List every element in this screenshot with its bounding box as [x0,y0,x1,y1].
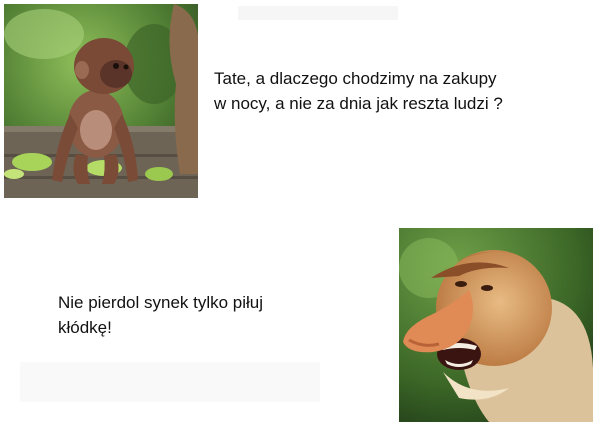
bottom-caption-line-2: kłódkę! [58,318,112,337]
background-artifact [20,362,320,402]
bottom-caption-line-1: Nie pierdol synek tylko piłuj [58,293,264,312]
proboscis-monkey-photo [399,228,593,422]
baby-monkey-photo [4,4,198,198]
bottom-caption [58,290,263,340]
background-artifact [238,6,398,20]
top-caption [214,66,503,116]
top-caption-line-2: w nocy, a nie za dnia jak reszta ludzi ? [214,94,503,113]
top-caption-line-1: Tate, a dlaczego chodzimy na zakupy [214,69,497,88]
